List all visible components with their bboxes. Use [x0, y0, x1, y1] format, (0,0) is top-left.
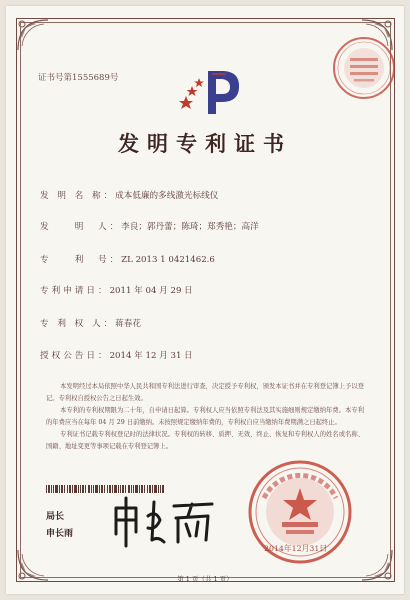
field-value: 蒋春花: [115, 319, 141, 329]
director-title: 局长: [46, 512, 65, 522]
field-patent-number: [40, 253, 215, 265]
seal-date: 2014年12月31日: [264, 544, 328, 553]
body-paragraph: 本发明经过本局依照中华人民共和国专利法进行审查，决定授予专利权，颁发本证书并在专利登记簿上予以登记。专利权自授权公告之日起生效。: [46, 383, 364, 402]
field-label: 专 利 号：: [40, 255, 122, 265]
field-value: 李良；郭丹蕾；陈琦；郑秀艳；高洋: [121, 222, 259, 232]
field-application-date: [40, 284, 193, 296]
certificate-body: [46, 381, 364, 453]
signature-icon: [108, 490, 228, 550]
field-value: 成本低廉的多线激光标线仪: [115, 191, 219, 201]
field-label: 授权公告日：: [40, 351, 110, 361]
field-patentee: [40, 317, 141, 329]
page-number: 第 1 页（共 1 页）: [177, 575, 233, 583]
field-invention-name: [40, 189, 218, 201]
field-label: 发 明 人：: [40, 222, 122, 232]
field-label: 发 明 名 称：: [40, 191, 116, 201]
field-value: 2011 年 04 月 29 日: [109, 286, 193, 296]
certificate-number: 证书号第1555689号: [38, 73, 119, 83]
official-seal-icon: [330, 34, 398, 102]
certificate-sheet: [6, 6, 404, 594]
certificate-title: 发明专利证书: [118, 131, 292, 156]
field-value: 2014 年 12 月 31 日: [109, 351, 193, 361]
body-paragraph: 专利证书记载专利权登记时的法律状况。专利权的转移、质押、无效、终止、恢复和专利权人的姓名或名称、国籍、地址变更等事项记载在专利登记簿上。: [46, 431, 364, 450]
field-value: ZL 2013 1 0421462.6: [121, 255, 215, 265]
barcode: [46, 478, 164, 486]
field-inventors: [40, 220, 259, 232]
field-label: 专 利 权 人：: [40, 319, 116, 329]
field-grant-date: [40, 349, 193, 361]
cnipa-logo-icon: [176, 66, 246, 116]
corner-ornament-icon: [14, 16, 52, 54]
director-name: 申长雨: [46, 529, 74, 539]
field-label: 专利申请日：: [40, 286, 110, 296]
body-paragraph: 本专利的专利权期限为二十年，自申请日起算。专利权人应当依照专利法及其实施细则规定缴纳年费。本专利的年费应当在每年 04 月 29 日前缴纳。未按照规定缴纳年费的，专利权自应当缴纳年费期满之日起终止。: [46, 407, 364, 426]
